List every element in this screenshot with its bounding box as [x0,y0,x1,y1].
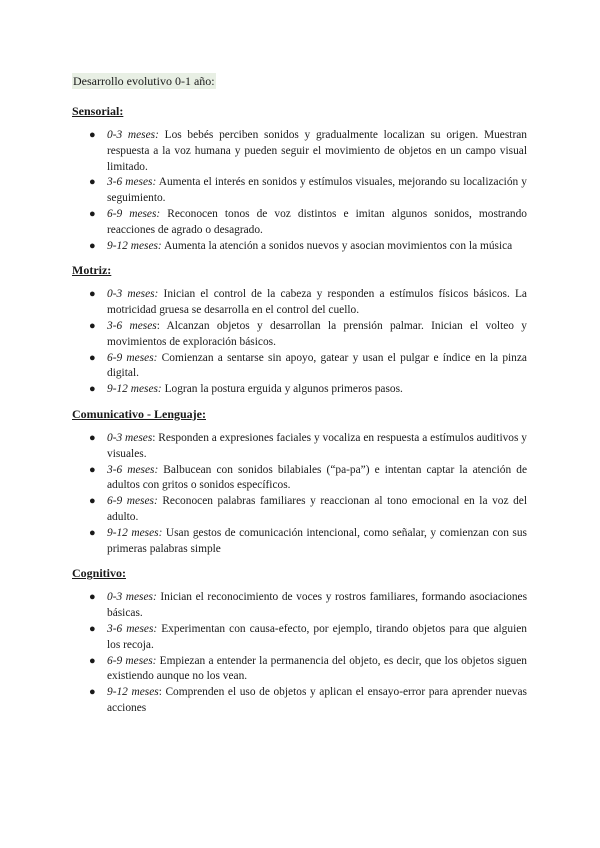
bullet-icon: ● [89,495,96,508]
section-sensorial [72,103,527,254]
bullet-list [72,128,527,254]
bullet-icon: ● [89,288,96,301]
section-heading: Cognitivo: [72,566,126,581]
age-range: 0-3 meses [107,431,153,444]
age-range: 3-6 meses [107,319,157,332]
section-cognitivo [72,565,527,716]
item-text: Comienzan a sentarse sin apoyo, gatear y usan el pulgar e índice en la pinza digital. [107,351,527,380]
bullet-icon: ● [89,622,96,635]
document-title: Desarrollo evolutivo 0-1 año: [73,74,215,88]
section-motriz [72,262,527,398]
list-item [89,463,528,495]
list-item [89,526,527,558]
list-item [89,622,527,654]
age-range: 0-3 meses: [107,129,159,141]
list-item [89,431,527,463]
bullet-icon: ● [89,686,96,699]
bullet-icon: ● [89,526,96,539]
age-range: 6-9 meses: [107,654,157,667]
section-heading: Sensorial: [72,104,124,118]
item-text: Reconocen tonos de voz distintos e imitan algunos sonidos, mostrando reacciones de agrado o desagrado. [107,207,527,236]
list-item [89,351,527,383]
section-heading: Motriz: [72,263,112,278]
bullet-list [72,431,527,557]
list-item [89,175,527,207]
item-text: Experimentan con causa-efecto, por ejemplo, tirando objetos para que alguien los recoja. [107,622,527,651]
age-range: 9-12 meses: [107,383,162,396]
list-item [89,685,527,717]
item-text: Inician el control de la cabeza y responden a estímulos físicos básicos. La motricidad gruesa se desarrolla en el control del cuello. [107,288,527,317]
bullet-icon: ● [89,207,96,220]
list-item [89,287,527,319]
age-range: 3-6 meses: [107,176,157,189]
item-text: Aumenta la atención a sonidos nuevos y asocian movimientos con la música [161,239,513,252]
item-text: Los bebés perciben sonidos y gradualmente localizan su origen. Muestran respuesta a la voz humana y pueden seguir el movimiento de objetos en un campo visual limitado. [107,129,528,173]
bullet-list [72,590,527,716]
list-item [89,207,527,239]
bullet-icon: ● [89,319,96,332]
bullet-icon: ● [89,654,96,667]
list-item [89,128,528,175]
item-text: Balbucean con sonidos bilabiales (“pa-pa”) e intentan captar la atención de adultos con gritos o sonidos específicos. [107,463,528,492]
age-range: 6-9 meses: [107,351,158,364]
item-text: Logran la postura erguida y algunos primeros pasos. [161,383,403,396]
item-text: : Comprenden el uso de objetos y aplican el ensayo-error para aprender nuevas acciones [107,686,527,714]
item-text: Usan gestos de comunicación intencional, como señalar, y comienzan con sus primeras palabras simple [107,526,527,555]
item-text: Aumenta el interés en sonidos y estímulos visuales, mejorando su localización y seguimiento. [107,176,527,205]
bullet-icon: ● [89,351,96,364]
age-range: 9-12 meses: [107,526,163,539]
item-text: Inician el reconocimiento de voces y rostros familiares, formando asociaciones básicas. [107,591,527,620]
list-item [89,239,527,255]
bullet-icon: ● [89,176,96,189]
section-heading: Comunicativo - Lenguaje: [72,406,206,421]
list-item [89,382,527,398]
bullet-list [72,287,527,398]
age-range: 0-3 meses: [107,591,157,604]
age-range: 9-12 meses [107,686,159,699]
document-page [72,72,527,725]
age-range: 3-6 meses: [107,622,158,635]
item-text: : Responden a expresiones faciales y vocaliza en respuesta a estímulos auditivos y visuales. [107,431,527,460]
item-text: Empiezan a entender la permanencia del objeto, es decir, que los objetos siguen existiendo aunque no los vean. [107,654,527,683]
bullet-icon: ● [89,129,96,141]
age-range: 6-9 meses: [107,495,158,508]
bullet-icon: ● [89,239,96,252]
bullet-icon: ● [89,591,96,604]
list-item [89,590,527,622]
bullet-icon: ● [89,463,96,476]
age-range: 9-12 meses: [107,239,162,252]
bullet-icon: ● [89,431,96,444]
age-range: 3-6 meses: [107,463,159,476]
list-item [89,494,528,526]
age-range: 6-9 meses: [107,207,161,220]
age-range: 0-3 meses: [107,288,159,301]
item-text: Reconocen palabras familiares y reaccionan al tono emocional en la voz del adulto. [107,495,528,523]
section-comunicativo-lenguaje [72,406,527,557]
list-item [89,654,527,686]
item-text: : Alcanzan objetos y desarrollan la prensión palmar. Inician el volteo y movimientos de exploración básicos. [107,319,527,348]
list-item [89,319,527,351]
bullet-icon: ● [89,383,96,396]
